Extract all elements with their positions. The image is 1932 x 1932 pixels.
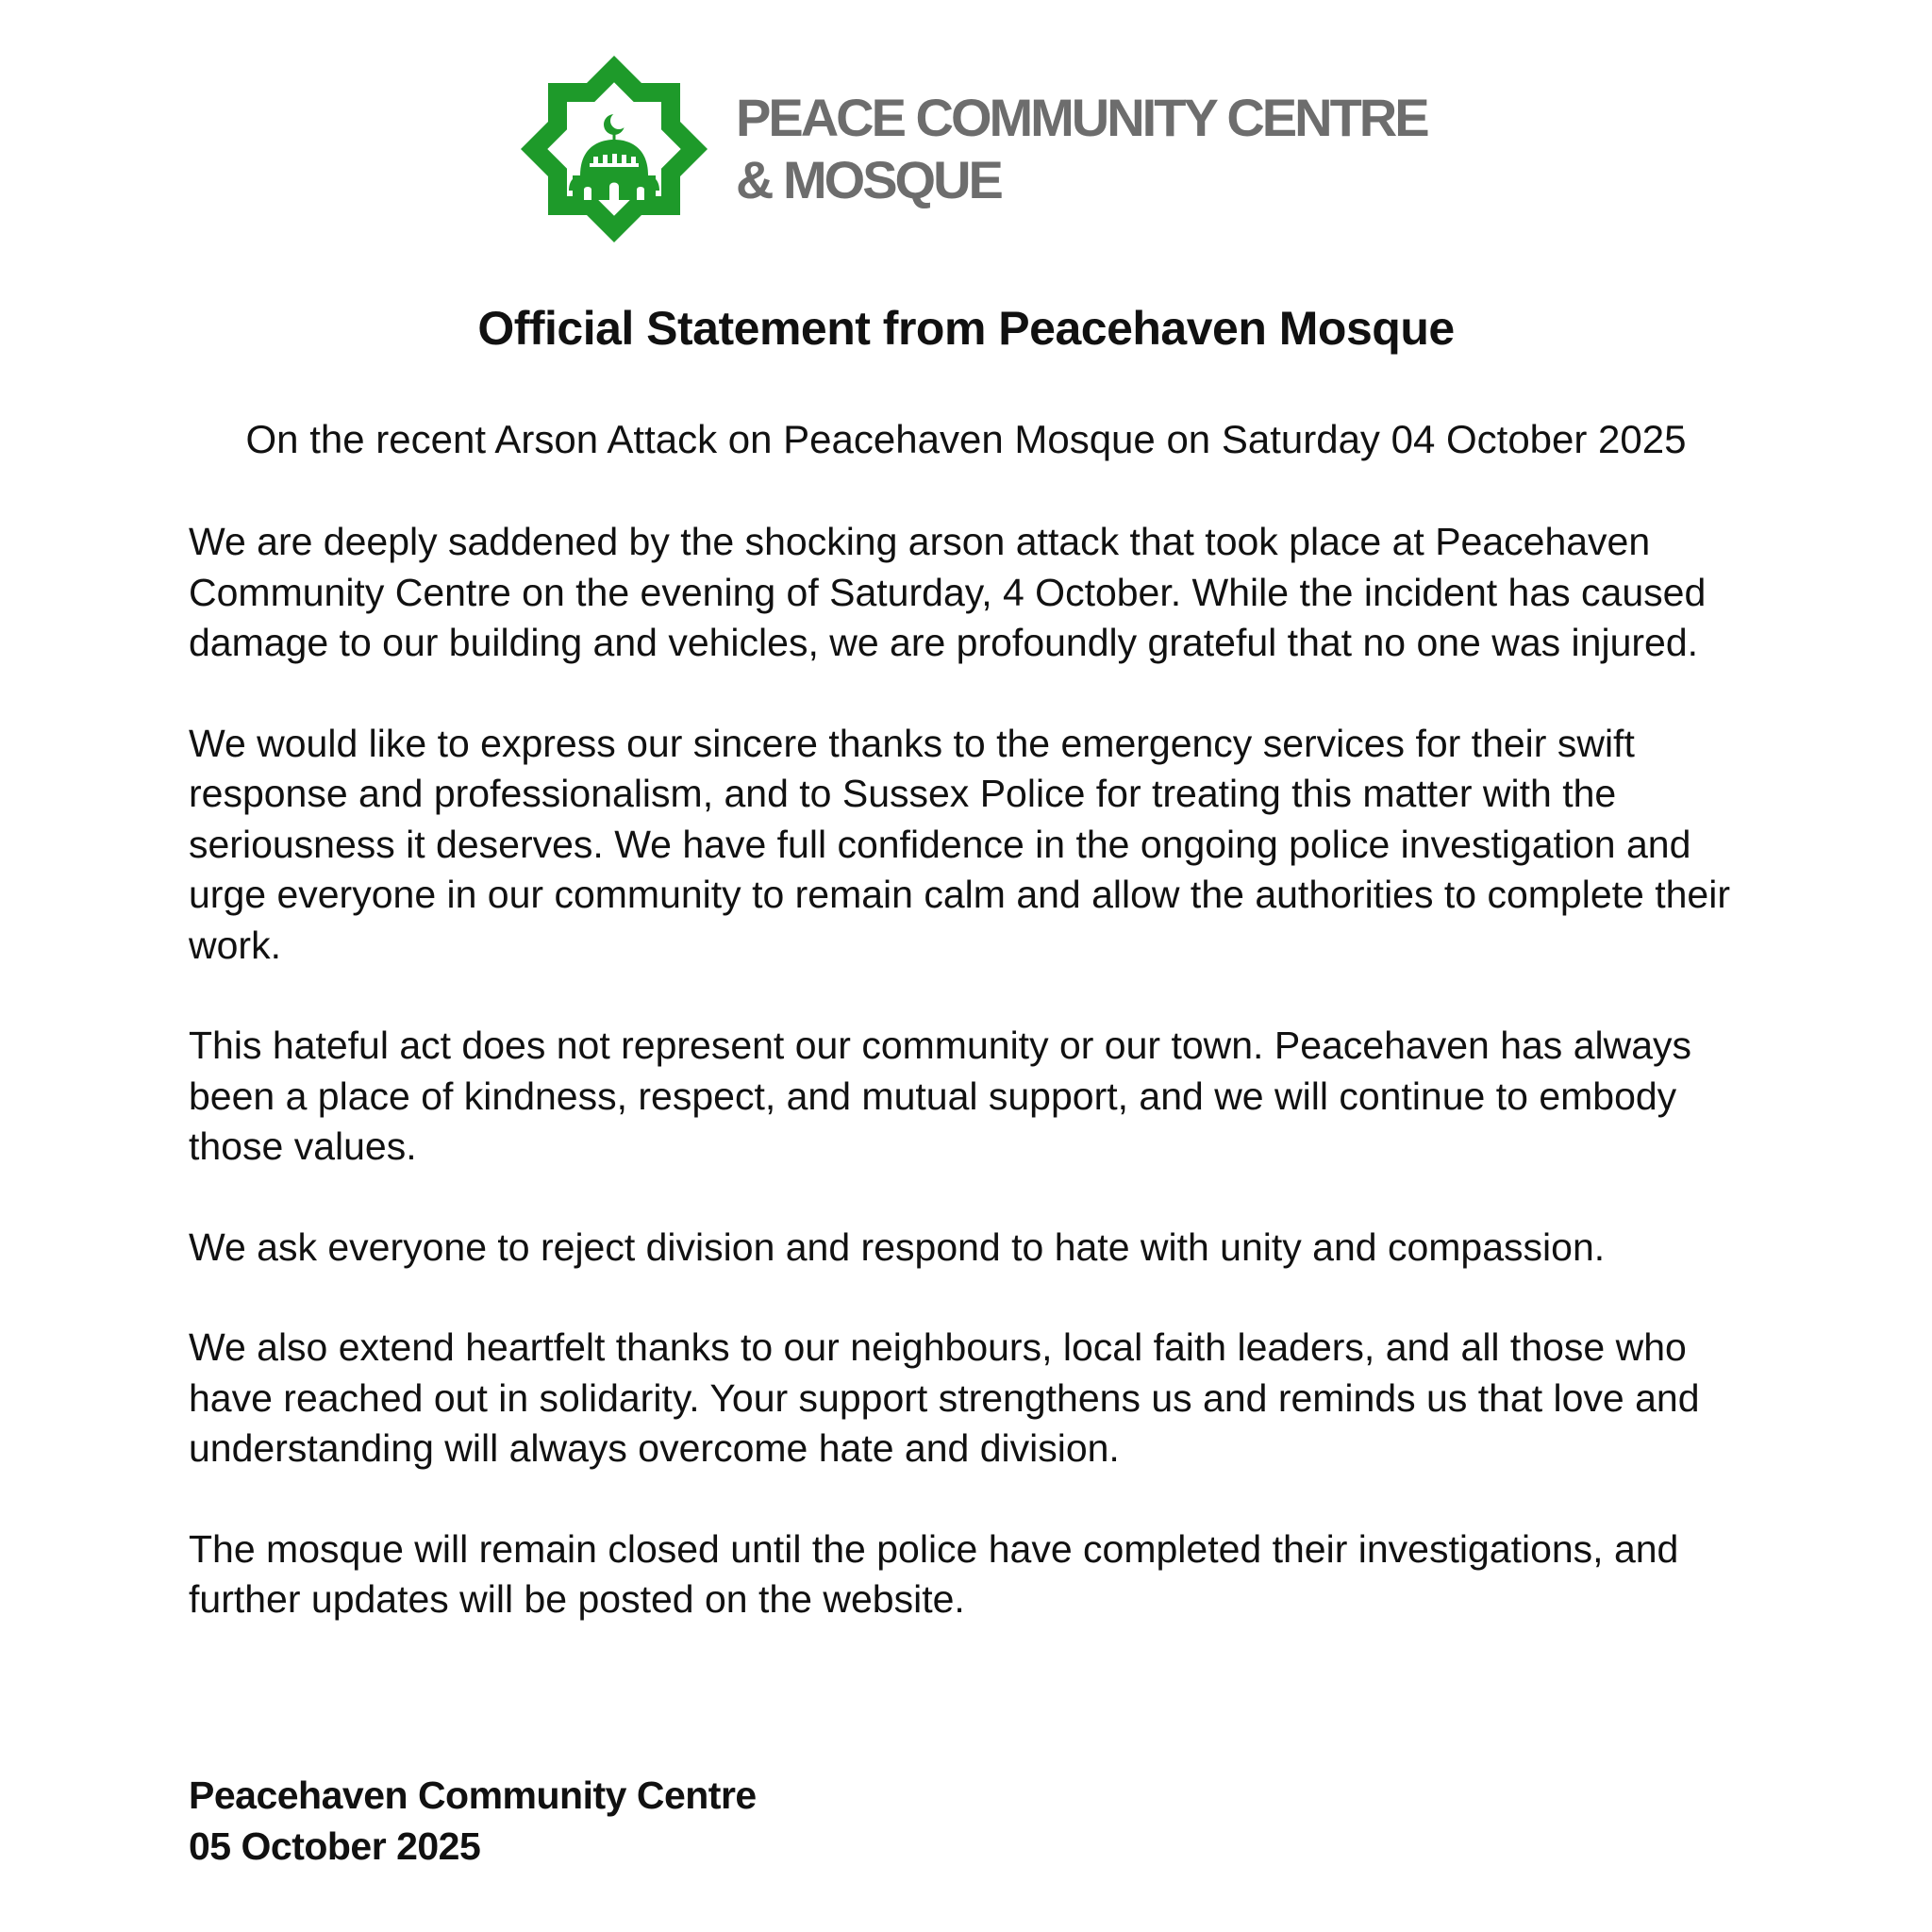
statement-body — [189, 517, 1774, 1675]
paragraph-4: We ask everyone to reject division and respond to hate with unity and compassion. — [189, 1224, 1606, 1269]
statement-subtitle: On the recent Arson Attack on Peacehaven Mosque on Saturday 04 October 2025 — [245, 417, 1687, 461]
paragraph-5: We also extend heartfelt thanks to our neighbours, local faith leaders, and all those who have reached out in solidarity. Your support strengthens us and reminds us that love and understanding will always overcome hate and division. — [189, 1325, 1700, 1470]
logo — [514, 49, 1427, 252]
paragraph-2: We would like to express our sincere thanks to the emergency services for their swift response and professionalism, and to Sussex Police for treating this matter with the seriousness it deserves. We have full confidence in the ongoing police investigation and urge everyone in our community to remain calm and allow the authorities to complete their work. — [189, 721, 1730, 967]
paragraph-6: The mosque will remain closed until the police have completed their investigations, and further updates will be posted on the website. — [189, 1526, 1679, 1621]
brand-name-line-2: & MOSQUE — [736, 150, 1001, 209]
paragraph-3: This hateful act does not represent our community or our town. Peacehaven has always been a place of kindness, respect, and mutual support, and we will continue to embody those values. — [189, 1024, 1692, 1168]
signature-organization: Peacehaven Community Centre — [189, 1774, 757, 1817]
brand-name-line-1: PEACE COMMUNITY CENTRE — [736, 88, 1427, 147]
signature-date: 05 October 2025 — [189, 1824, 481, 1868]
statement-title: Official Statement from Peacehaven Mosque — [477, 302, 1455, 355]
paragraph-1: We are deeply saddened by the shocking arson attack that took place at Peacehaven Community Centre on the evening of Saturday, 4 October. While the incident has caused damage to our building and vehicles, we are profoundly grateful that no one was injured. — [189, 520, 1707, 664]
mosque-star-logo-icon — [514, 49, 714, 249]
brand-wordmark — [736, 87, 1427, 211]
signature-block — [189, 1771, 757, 1872]
